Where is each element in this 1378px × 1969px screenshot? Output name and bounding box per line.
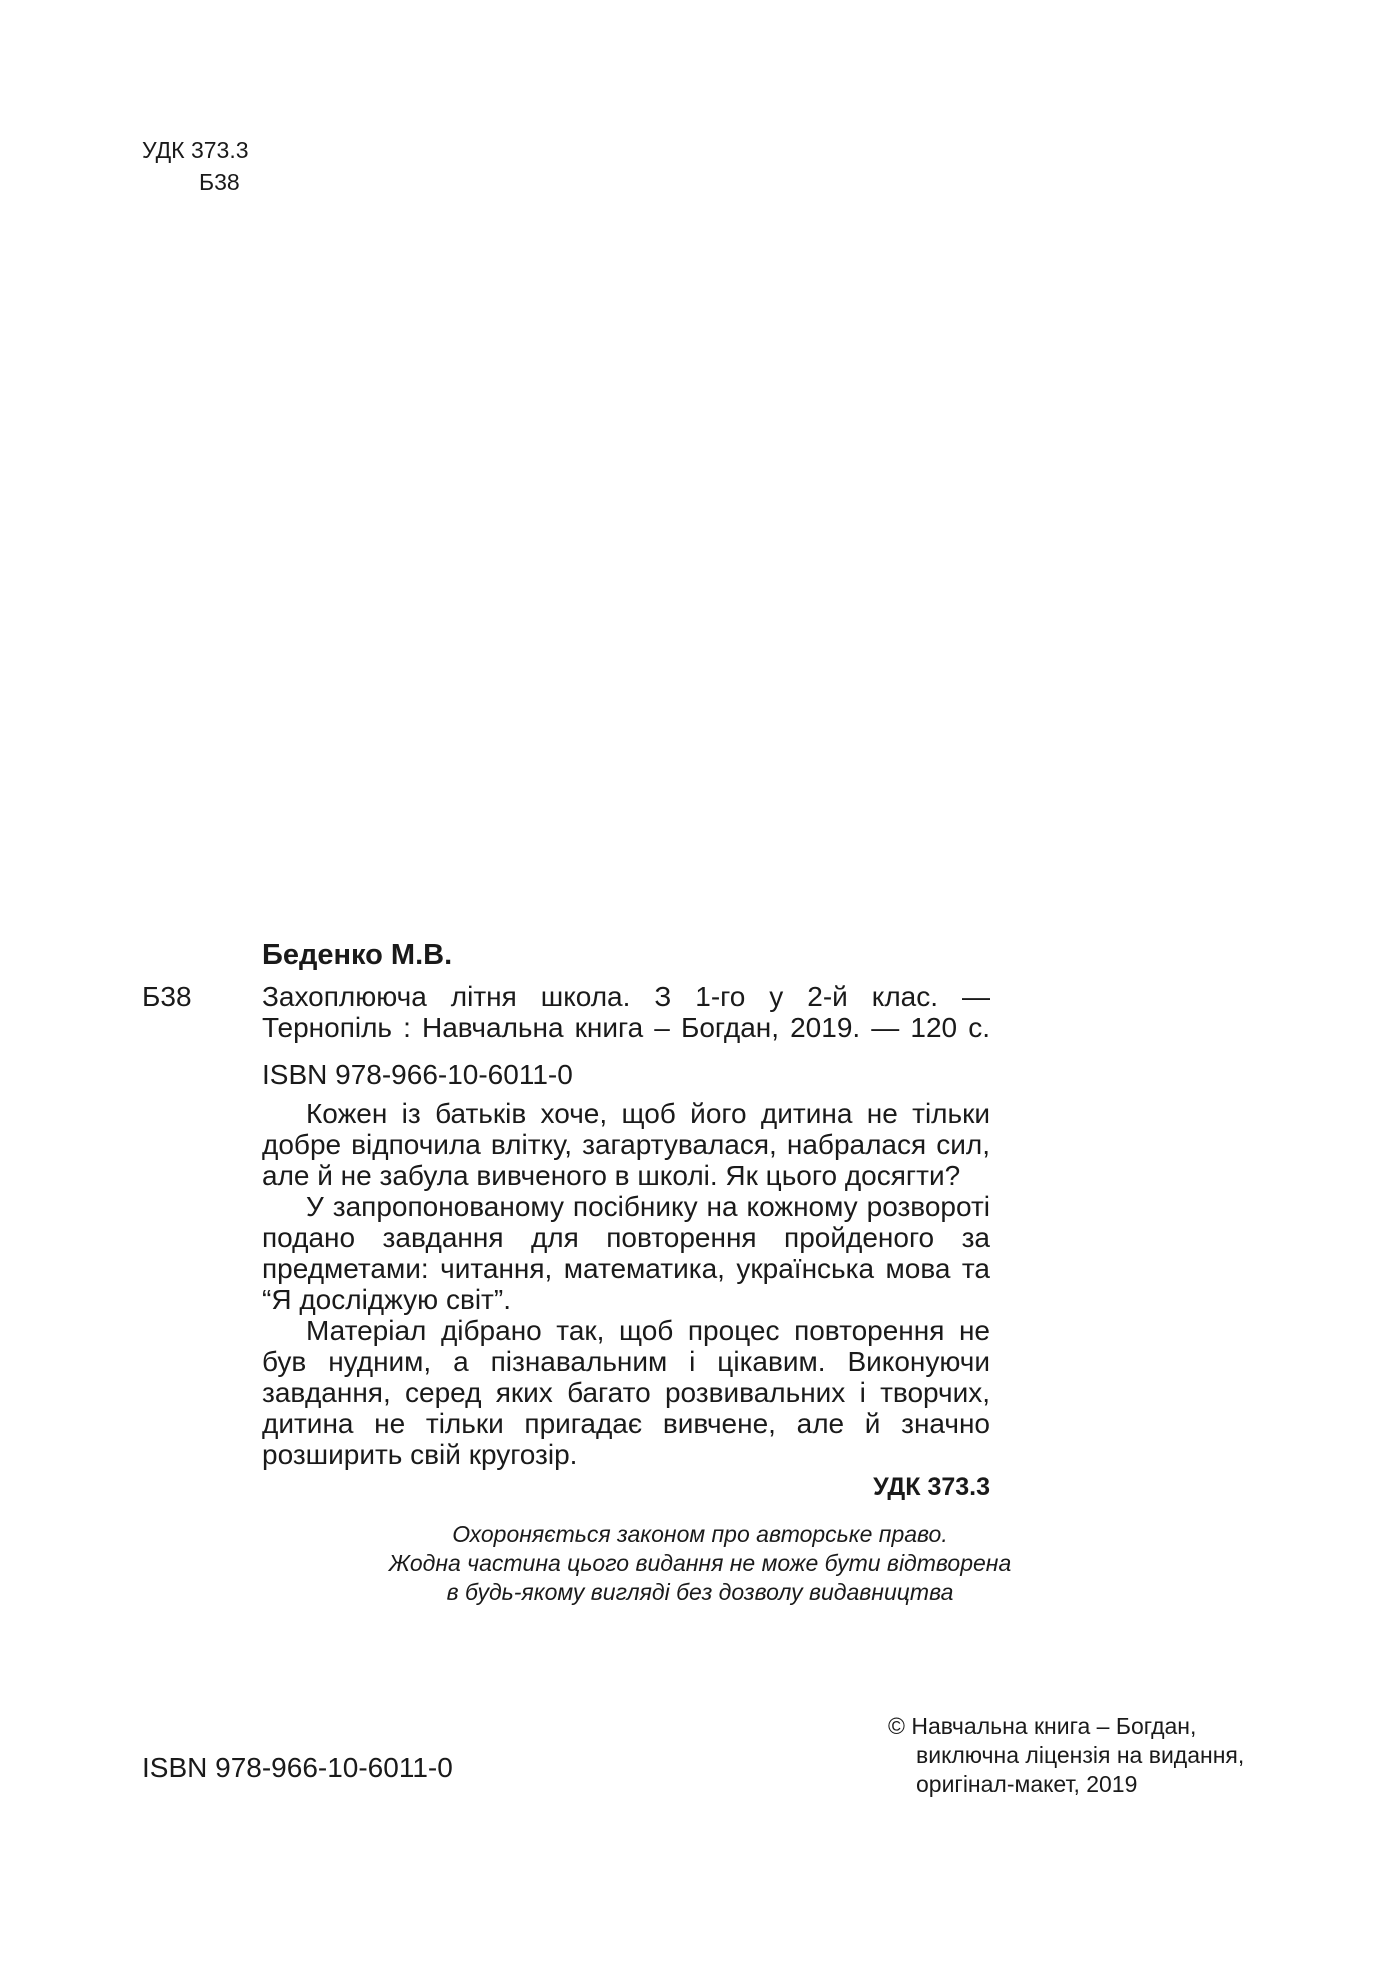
udk-header [142,134,249,198]
cutter-code: Б38 [199,169,240,195]
title-line-1: Захоплююча літня школа. З 1-го у 2-й клас. — [262,981,990,1012]
title-block [142,981,990,1043]
annotation-paragraph-3: Матеріал дібрано так, щоб процес повторення не був нудним, а пізнавальним і цікавим. Виконуючи завдання, серед яких багато розвивальних і творчих, дитина не тільки пригадає вивчене, але й значно розширить свій кругозір. [262,1315,990,1470]
annotation-udk: УДК 373.3 [873,1473,990,1501]
copyright-notice-line-2: Жодна частина цього видання не може бути відтворена [388,1550,1012,1576]
annotation [262,1098,990,1503]
copyright-notice-line-1: Охороняється законом про авторське право. [452,1521,948,1547]
isbn-footer: ISBN 978-966-10-6011-0 [142,1752,453,1783]
annotation-paragraph-1: Кожен із батьків хоче, щоб його дитина не тільки добре відпочила влітку, загартувалася, набралася сил, але й не забула вивченого в школі. Як цього досягти? [262,1098,990,1191]
copyright-notice-line-3: в будь-якому вигляді без дозволу видавництва [446,1579,954,1605]
publisher-line-3: оригінал-макет, 2019 [916,1771,1138,1797]
udk-code: УДК 373.3 [142,137,249,163]
isbn-inline: ISBN 978-966-10-6011-0 [262,1059,573,1090]
publisher-line-1: © Навчальна книга – Богдан, [888,1713,1197,1739]
bibliographic-record [142,939,990,1503]
publisher-imprint [888,1712,1244,1799]
publisher-line-2: виключна ліцензія на видання, [916,1742,1245,1768]
author-name: Беденко М.В. [262,939,453,971]
annotation-paragraph-2: У запропонованому посібнику на кожному розвороті подано завдання для повторення пройденого за предметами: читання, математика, українська мова та “Я досліджую світ”. [262,1191,990,1315]
cutter-side: Б38 [142,981,192,1012]
title-line-2: Тернопіль : Навчальна книга – Богдан, 2019. — 120 с. [262,1012,990,1043]
copyright-notice [340,1520,1060,1607]
